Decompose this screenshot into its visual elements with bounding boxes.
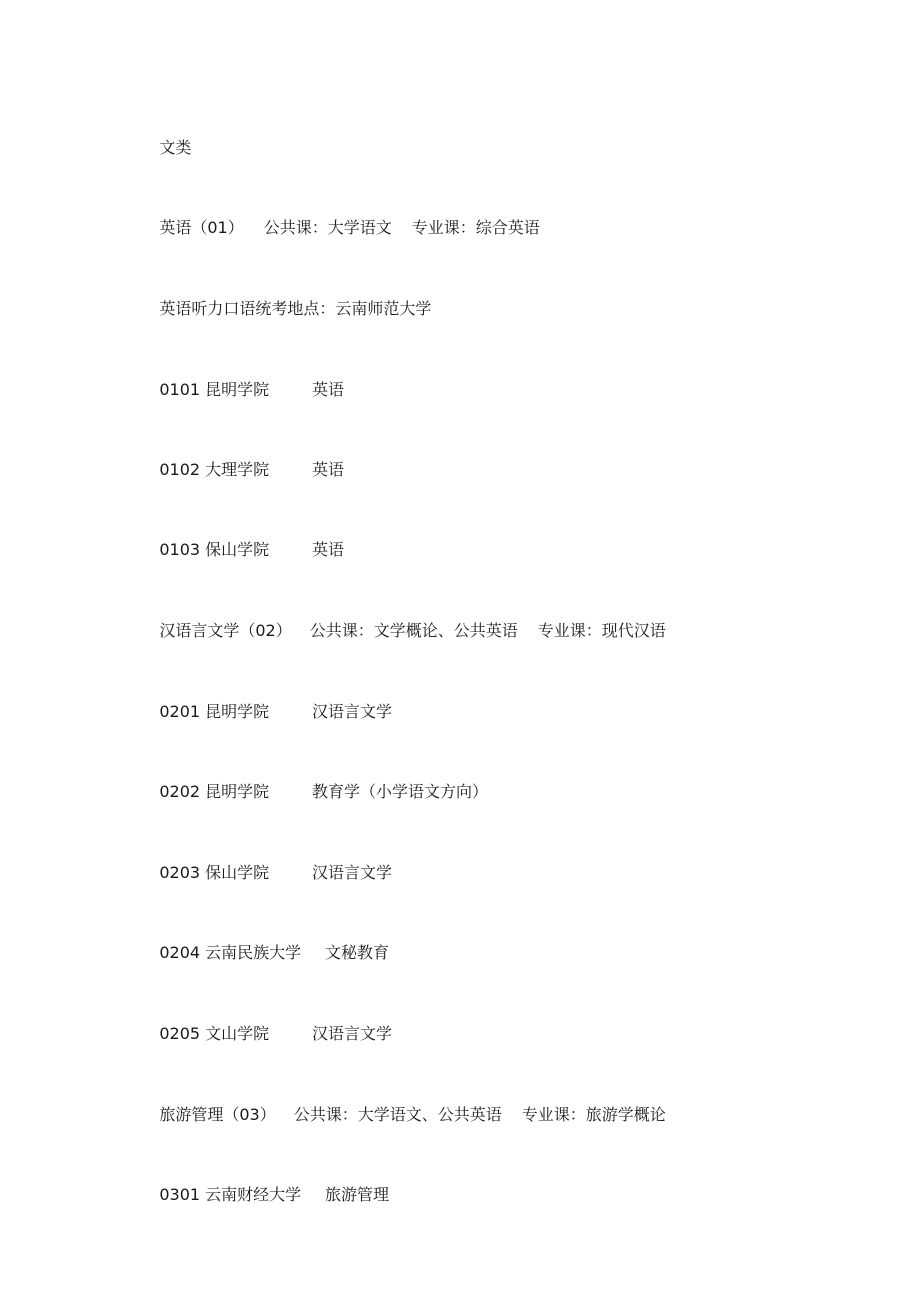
list-item [139, 437, 345, 479]
section-heading-english [139, 195, 540, 237]
list-item [139, 840, 393, 882]
item-major: 旅游管理 [325, 1185, 390, 1204]
item-code: 0103 [159, 540, 201, 559]
section-name: 旅游管理（03） [159, 1105, 276, 1124]
list-item [139, 357, 345, 399]
item-major: 英语 [312, 380, 345, 399]
item-school: 云南民族大学 [205, 943, 302, 962]
major-course: 专业课：现代汉语 [537, 621, 666, 640]
section-name: 英语（01） [159, 218, 244, 237]
item-school: 文山学院 [205, 1024, 270, 1043]
category-title: 文类 [159, 138, 192, 157]
public-course: 公共课：文学概论、公共英语 [309, 621, 518, 640]
item-code: 0202 [159, 782, 201, 801]
list-item [139, 679, 393, 721]
item-major: 英语 [312, 460, 345, 479]
item-major: 汉语言文学 [312, 702, 393, 721]
item-code: 0101 [159, 380, 201, 399]
list-item [139, 920, 390, 962]
exam-location-note: 英语听力口语统考地点：云南师范大学 [159, 299, 432, 318]
item-major: 教育学（小学语文方向） [312, 782, 489, 801]
item-code: 0205 [159, 1024, 201, 1043]
public-course: 公共课：大学语文 [263, 218, 392, 237]
major-course: 专业课：旅游学概论 [521, 1105, 666, 1124]
major-course: 专业课：综合英语 [411, 218, 540, 237]
item-code: 0201 [159, 702, 201, 721]
item-code: 0203 [159, 863, 201, 882]
item-school: 昆明学院 [205, 380, 270, 399]
item-code: 0301 [159, 1185, 201, 1204]
public-course: 公共课：大学语文、公共英语 [293, 1105, 502, 1124]
item-school: 昆明学院 [205, 702, 270, 721]
item-code: 0204 [159, 943, 201, 962]
list-item [139, 1162, 390, 1204]
item-school: 大理学院 [205, 460, 270, 479]
item-school: 云南财经大学 [205, 1185, 302, 1204]
item-major: 汉语言文学 [312, 1024, 393, 1043]
item-school: 保山学院 [205, 863, 270, 882]
section-name: 汉语言文学（02） [159, 621, 292, 640]
item-code: 0102 [159, 460, 201, 479]
item-major: 文秘教育 [325, 943, 390, 962]
list-item [139, 759, 489, 801]
item-school: 昆明学院 [205, 782, 270, 801]
item-major: 汉语言文学 [312, 863, 393, 882]
item-school: 保山学院 [205, 540, 270, 559]
section-heading-tourism [139, 1082, 666, 1124]
item-major: 英语 [312, 540, 345, 559]
list-item [139, 517, 345, 559]
section-heading-chinese [139, 598, 666, 640]
list-item [139, 1001, 393, 1043]
